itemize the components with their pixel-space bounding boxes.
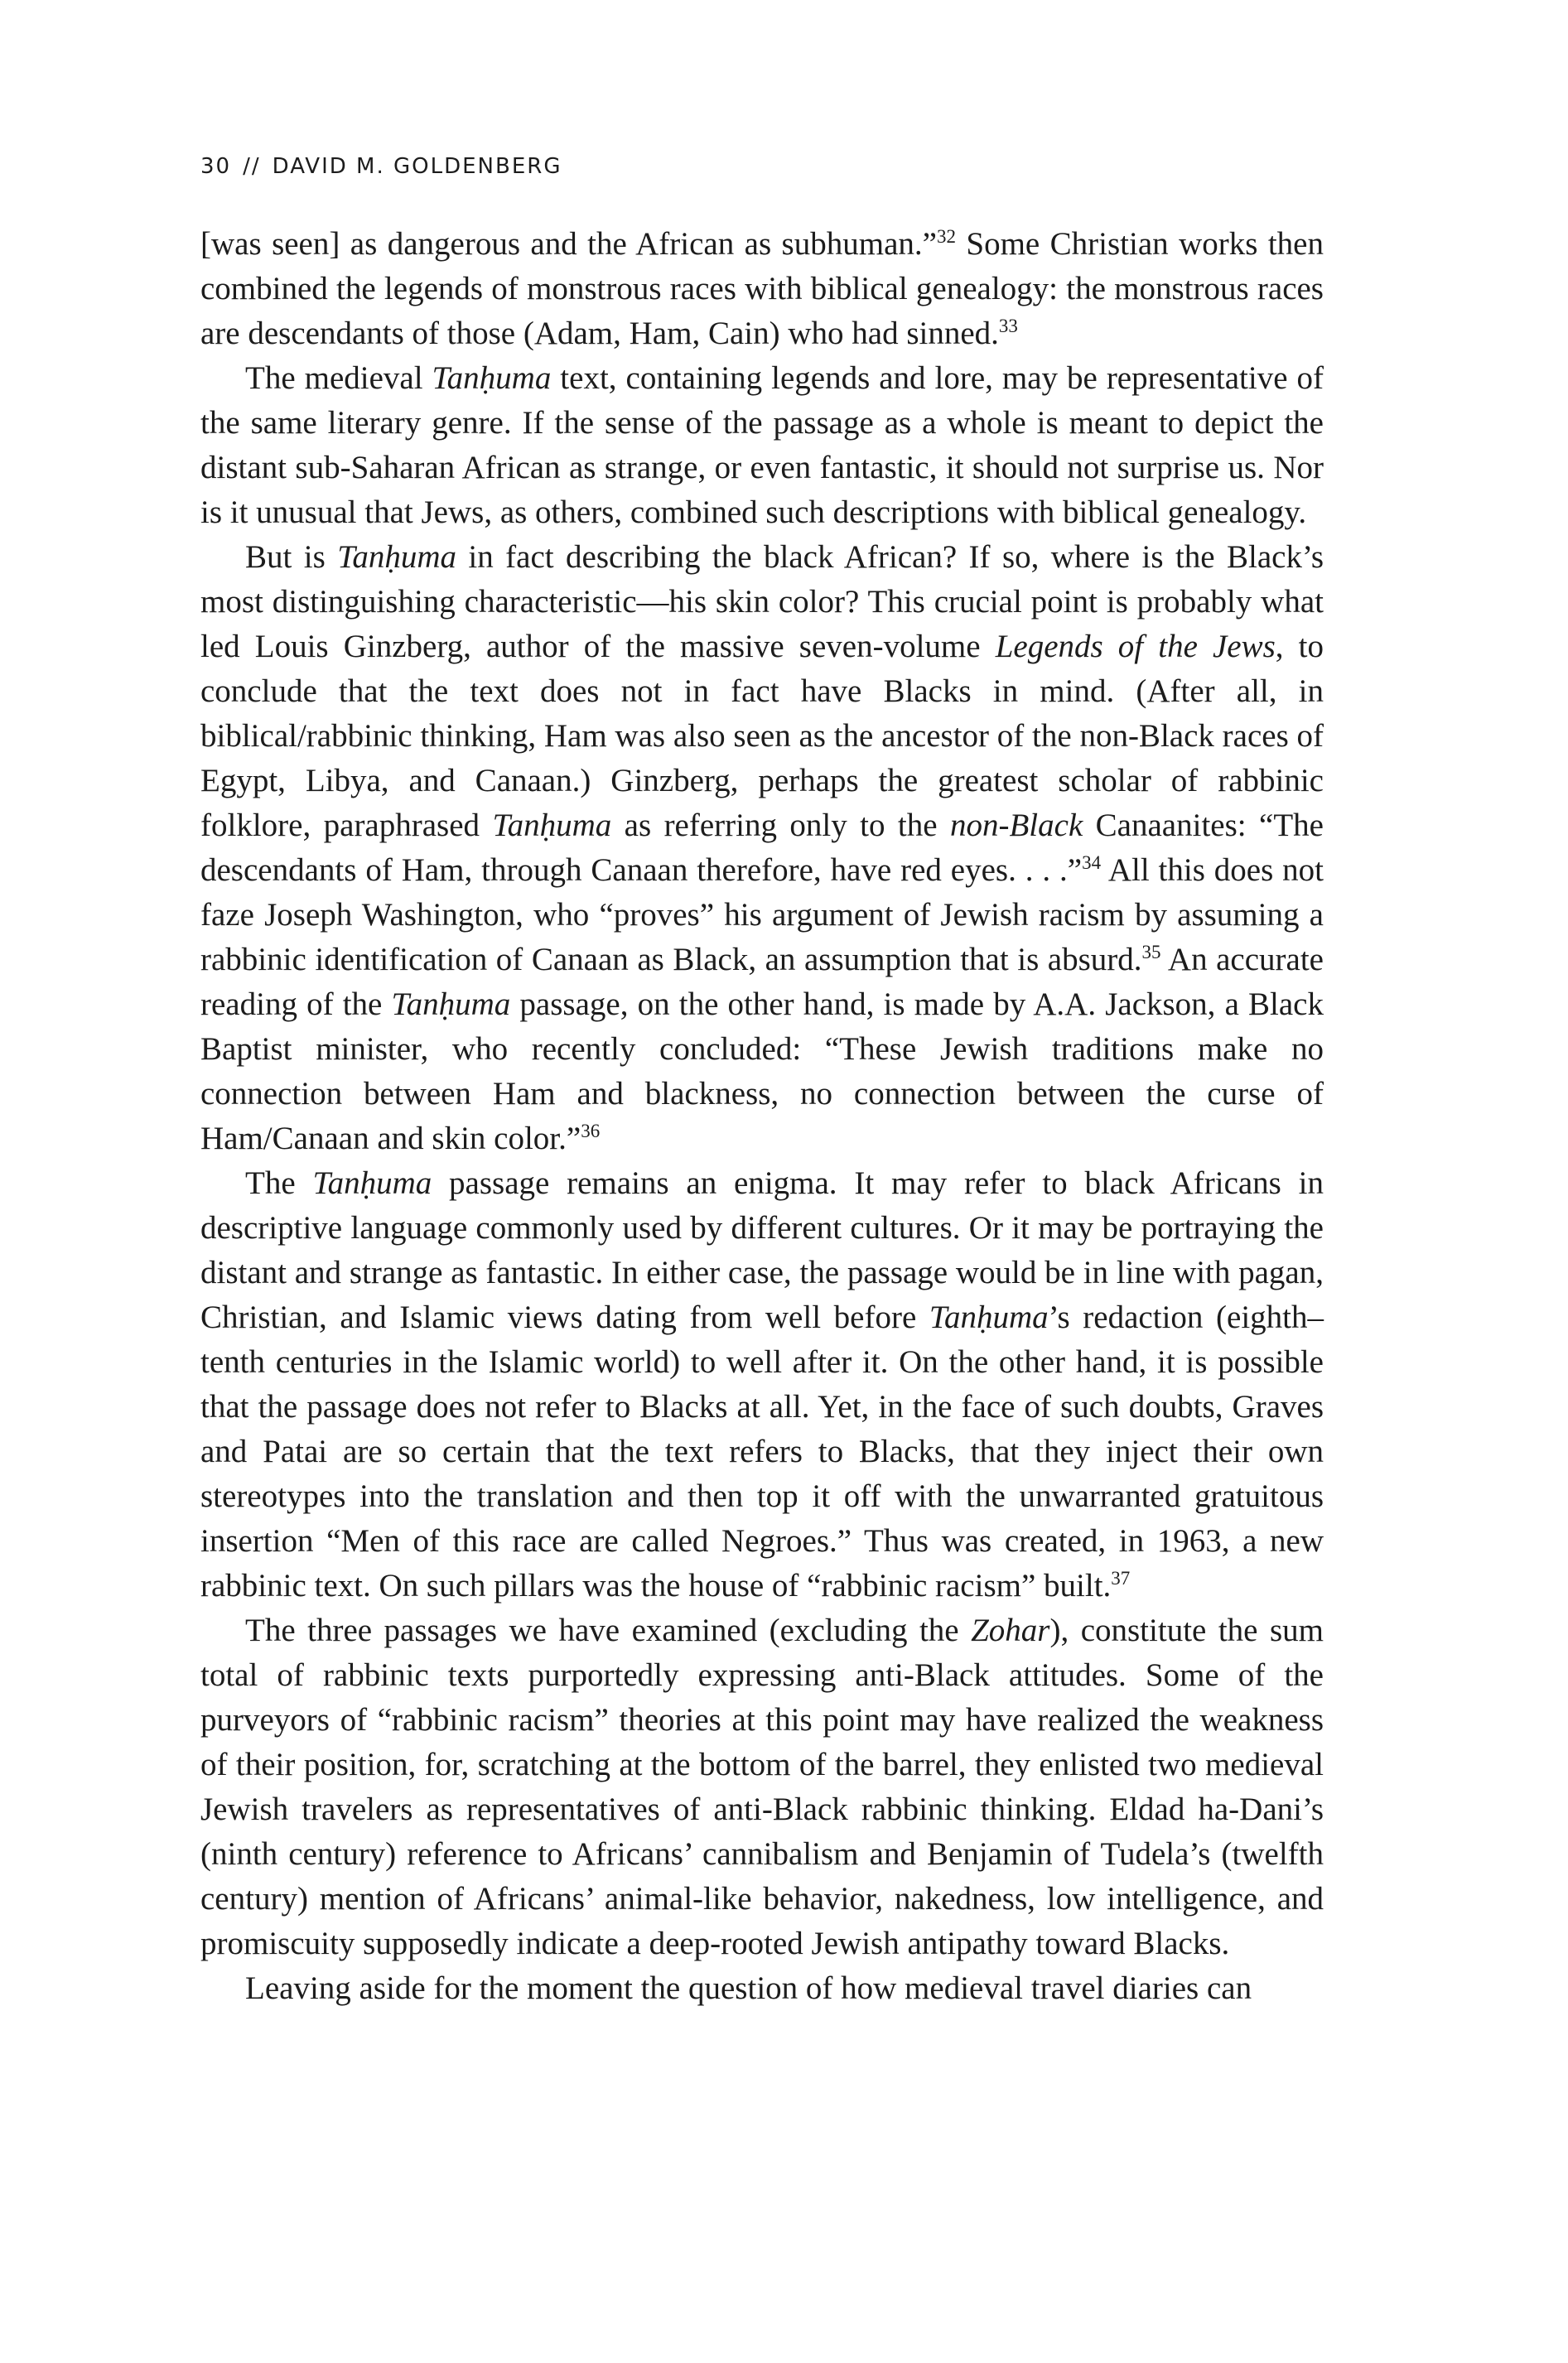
footnote-ref-36: 36 (581, 1121, 601, 1141)
paragraph: But is Tanḥuma in fact describing the black African? If so, where is the Black’s most distinguishing characteristic—his skin color? This crucial point is probably what led Louis Ginzberg, author of the massive seven-volume Legends of the Jews, to conclude that the text does not in fact have Blacks in mind. (After all, in biblical/rabbinic thinking, Ham was also seen as the ancestor of the non-Black races of Egypt, Libya, and Canaan.) Ginzberg, perhaps the greatest scholar of rabbinic folklore, paraphrased Tanḥuma as referring only to the non-Black Canaanites: “The descendants of Ham, through Canaan therefore, have red eyes. . . .”$^{34}$ All this does not faze Joseph Washington, who “proves” his argument of Jewish racism by assuming a rabbinic identification of Canaan as Black, an assumption that is absurd.$^{35}$ An accurate reading of the Tanḥuma passage, on the other hand, is made by A.A. Jackson, a Black Baptist minister, who recently concluded: “These Jewish traditions make no connection between Ham and blackness, no connection between the curse of Ham/Canaan and skin color.”$^{36}$ (200, 539, 1324, 1156)
paragraph-last: Leaving aside for the moment the question of how medieval travel diaries can (245, 1970, 1252, 2006)
footnote-ref-35: 35 (1141, 942, 1161, 962)
footnote-ref-33: 33 (998, 316, 1018, 336)
author-name: DAVID M. GOLDENBERG (272, 154, 562, 179)
page-number: 30 (200, 154, 232, 179)
footnote-ref-32: 32 (936, 226, 956, 247)
paragraph: The three passages we have examined (excluding the Zohar), constitute the sum total of rabbinic texts purportedly expressing anti-Black attitudes. Some of the purveyors of “rabbinic racism” theories at this point may have realized the weakness of their position, for, scratching at the bottom of the barrel, they enlisted two medieval Jewish travelers as representatives of anti-Black rabbinic thinking. Eldad ha-Dani’s (ninth century) reference to Africans’ cannibalism and Benjamin of Tudela’s (twelfth century) mention of Africans’ animal-like behavior, nakedness, low intelligence, and promiscuity supposedly indicate a deep-rooted Jewish antipathy toward Blacks. (200, 1613, 1324, 1961)
paragraph: The medieval Tanḥuma text, containing legends and lore, may be representative of the same literary genre. If the sense of the passage as a whole is meant to depict the distant sub-Saharan African as strange, or even fantastic, it should not surprise us. Nor is it unusual that Jews, as others, combined such descriptions with biblical genealogy. (200, 360, 1324, 530)
footnote-ref-37: 37 (1111, 1568, 1131, 1589)
paragraph: The Tanḥuma passage remains an enigma. It may refer to black Africans in descriptive language commonly used by different cultures. Or it may be portraying the distant and strange as fantastic. In either case, the passage would be in line with pagan, Christian, and Islamic views dating from well before Tanḥuma’s redaction (eighth–tenth centuries in the Islamic world) to well after it. On the other hand, it is possible that the passage does not refer to Blacks at all. Yet, in the face of such doubts, Graves and Patai are so certain that the text refers to Blacks, that they inject their own stereotypes into the translation and then top it off with the unwarranted gratuitous insertion “Men of this race are called Negroes.” Thus was created, in 1963, a new rabbinic text. On such pillars was the house of “rabbinic racism” built.$^{37}$ (200, 1165, 1324, 1603)
header-separator: // (243, 154, 261, 179)
paragraph-continued: [was seen] as dangerous and the African as subhuman.”$^{32}$ Some Christian works then combined the legends of monstrous races with biblical genealogy: the monstrous races are descendants of those (Adam, Ham, Cain) who had sinned.$^{33}$ (200, 226, 1324, 351)
running-head (200, 154, 562, 179)
footnote-ref-34: 34 (1082, 852, 1102, 873)
body-text (200, 222, 1324, 2011)
